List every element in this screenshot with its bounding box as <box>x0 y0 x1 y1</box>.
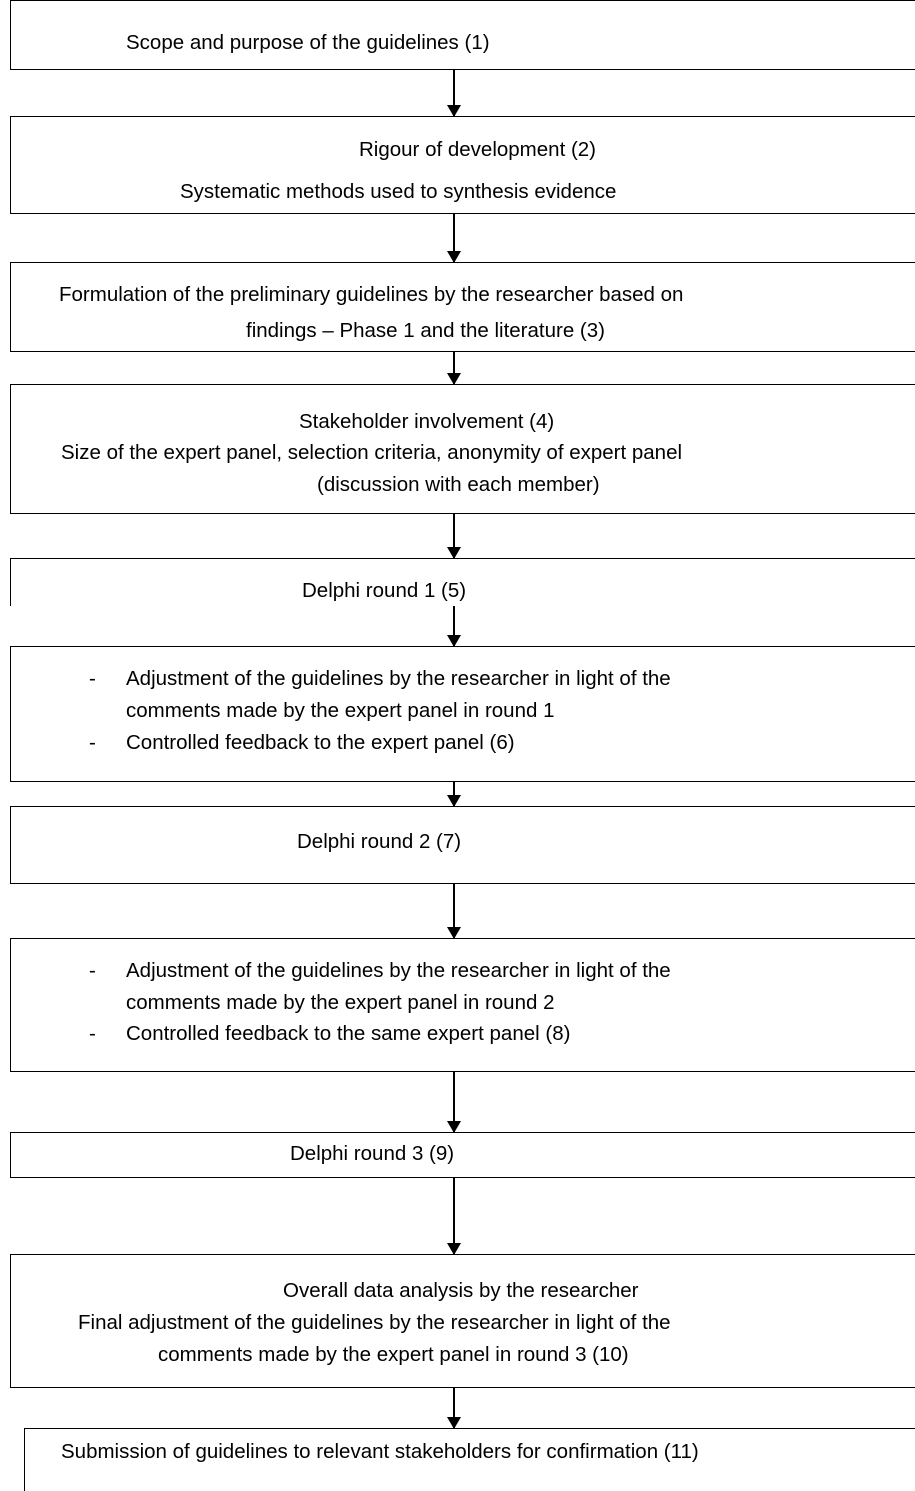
arrow-3-4 <box>453 352 455 384</box>
step-6-bullet-1-cont: comments made by the expert panel in round 1 <box>126 699 555 722</box>
step-6-box <box>10 646 915 782</box>
bullet-marker: - <box>89 667 96 690</box>
arrow-4-5 <box>453 514 455 558</box>
step-9-box <box>10 1132 915 1178</box>
step-6-bullet-2: Controlled feedback to the expert panel (6) <box>126 731 515 754</box>
step-4-line-3: (discussion with each member) <box>317 473 600 496</box>
step-7-text: Delphi round 2 (7) <box>297 830 462 853</box>
arrow-9-10 <box>453 1178 455 1254</box>
step-3-line-1: Formulation of the preliminary guidelines by the researcher based on <box>59 283 684 306</box>
arrow-10-11 <box>453 1388 455 1428</box>
arrow-7-8 <box>453 884 455 938</box>
step-10-title: Overall data analysis by the researcher <box>283 1279 639 1302</box>
step-3-line-2: findings – Phase 1 and the literature (3) <box>246 319 605 342</box>
step-10-line-3: comments made by the expert panel in round 3 (10) <box>158 1343 629 1366</box>
step-5-box <box>10 558 915 606</box>
step-2-subtitle: Systematic methods used to synthesis evidence <box>180 180 617 203</box>
step-11-box <box>24 1428 915 1491</box>
step-10-box <box>10 1254 915 1388</box>
step-8-bullet-1: Adjustment of the guidelines by the researcher in light of the <box>126 959 671 982</box>
step-8-bullet-2: Controlled feedback to the same expert panel (8) <box>126 1022 571 1045</box>
step-2-title: Rigour of development (2) <box>359 138 597 161</box>
step-11-text: Submission of guidelines to relevant stakeholders for confirmation (11) <box>61 1440 699 1463</box>
step-8-box <box>10 938 915 1072</box>
bullet-marker: - <box>89 959 96 982</box>
step-7-box <box>10 806 915 884</box>
step-4-title: Stakeholder involvement (4) <box>299 410 555 433</box>
step-4-box <box>10 384 915 514</box>
step-6-bullet-1: Adjustment of the guidelines by the researcher in light of the <box>126 667 671 690</box>
step-3-box <box>10 262 915 352</box>
step-4-line-2: Size of the expert panel, selection criteria, anonymity of expert panel <box>61 441 683 464</box>
step-10-line-2: Final adjustment of the guidelines by the researcher in light of the <box>78 1311 671 1334</box>
step-9-text: Delphi round 3 (9) <box>290 1142 455 1165</box>
arrow-2-3 <box>453 214 455 262</box>
step-8-bullet-1-cont: comments made by the expert panel in round 2 <box>126 991 555 1014</box>
arrow-5-6 <box>453 606 455 646</box>
arrow-1-2 <box>453 70 455 116</box>
bullet-marker: - <box>89 731 96 754</box>
step-1-box <box>10 0 915 70</box>
bullet-marker: - <box>89 1022 96 1045</box>
step-2-box <box>10 116 915 214</box>
step-5-text: Delphi round 1 (5) <box>302 579 467 602</box>
step-1-text: Scope and purpose of the guidelines (1) <box>126 31 490 54</box>
arrow-8-9 <box>453 1072 455 1132</box>
arrow-6-7 <box>453 782 455 806</box>
